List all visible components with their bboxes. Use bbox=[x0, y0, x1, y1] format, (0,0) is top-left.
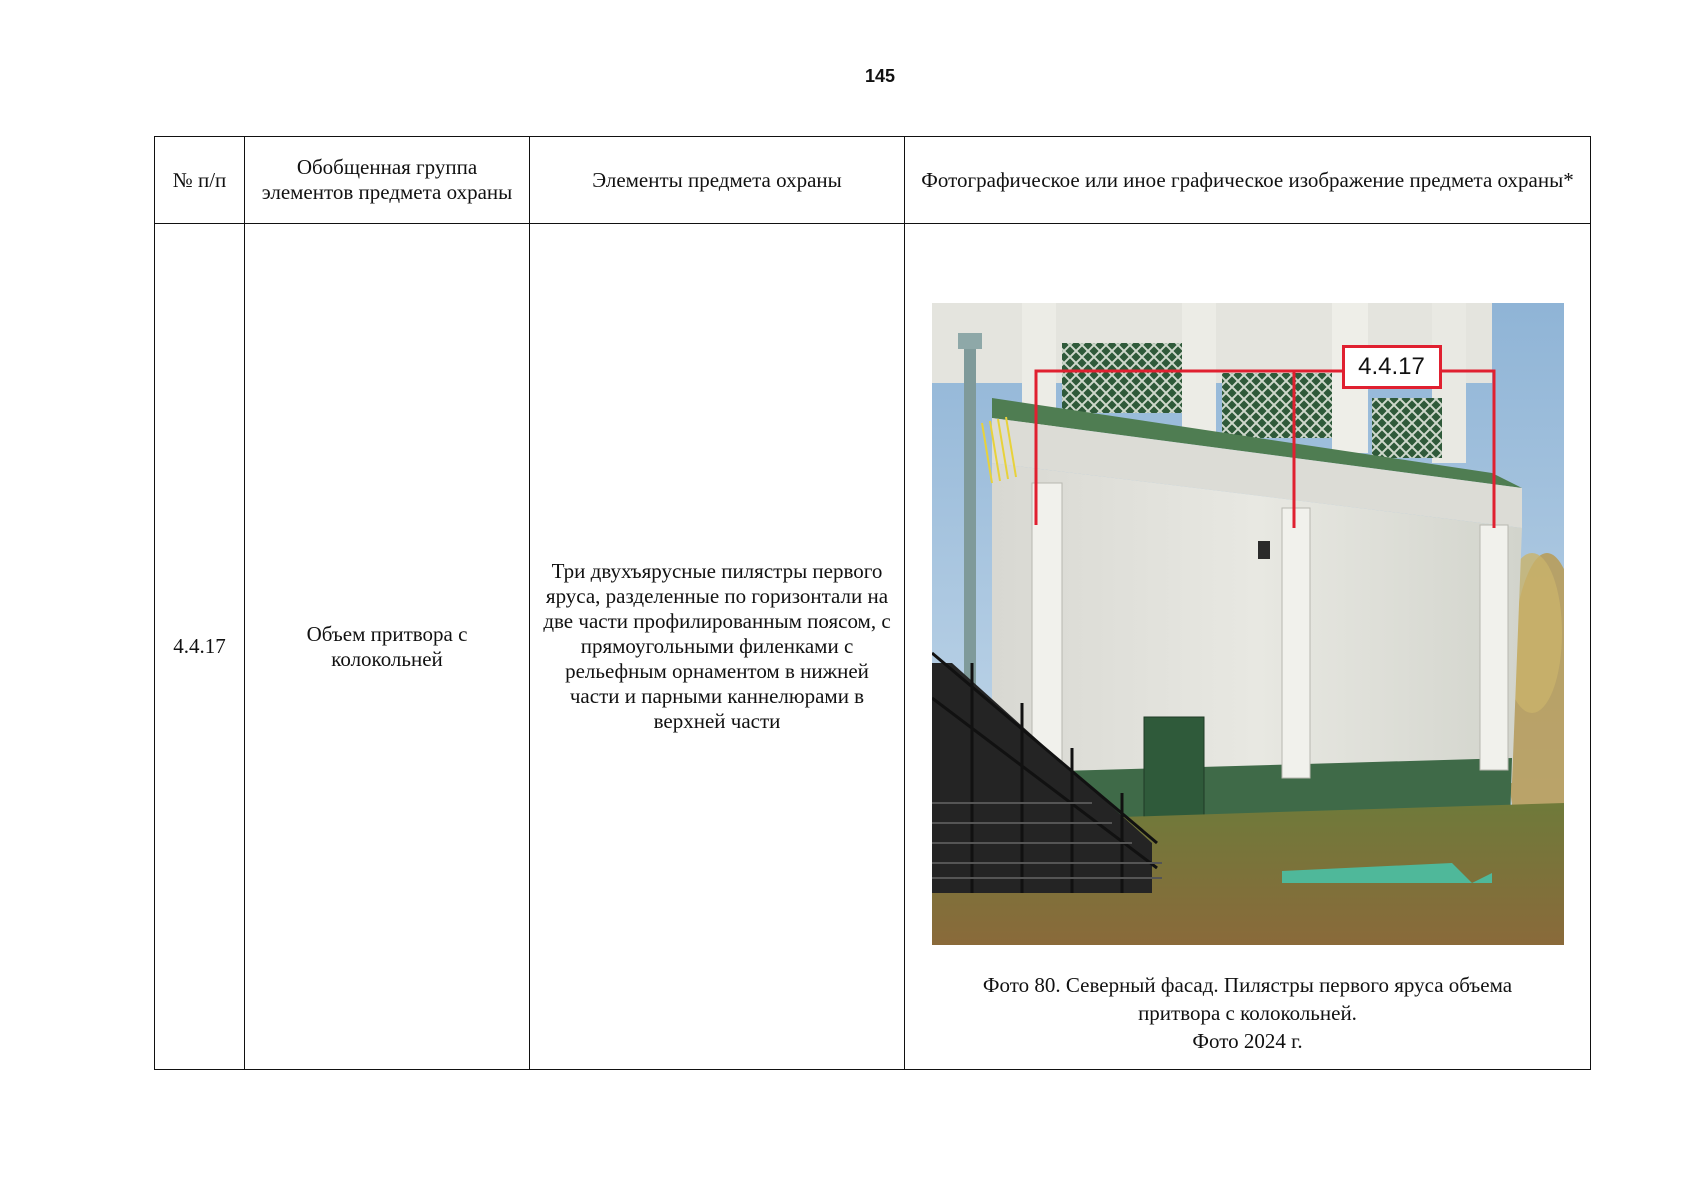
row-group: Объем притвора с колокольней bbox=[245, 224, 530, 1070]
row-elements: Три двухъярусные пилястры первого яруса, разделенные по горизонтали на две части профилированным поясом, с прямоугольными филенками с рельефным орнаментом в нижней части и парными каннелюрами в верхней части bbox=[530, 224, 905, 1070]
table-header-row bbox=[155, 137, 1591, 224]
page-number: 145 bbox=[864, 66, 896, 86]
caption-line: Фото 80. Северный фасад. Пилястры первого яруса объема bbox=[982, 972, 1513, 997]
table-row bbox=[155, 224, 1591, 1070]
row-photo-cell bbox=[905, 224, 1591, 1070]
header-elements: Элементы предмета охраны bbox=[530, 137, 905, 224]
header-number: № п/п bbox=[155, 137, 245, 224]
header-group: Обобщенная группа элементов предмета охраны bbox=[245, 137, 530, 224]
photo-caption bbox=[913, 971, 1582, 1055]
caption-line: Фото 2024 г. bbox=[1192, 1028, 1303, 1053]
row-number: 4.4.17 bbox=[155, 224, 245, 1070]
header-photo: Фотографическое или иное графическое изображение предмета охраны* bbox=[905, 137, 1591, 224]
caption-line: притвора с колокольней. bbox=[1138, 1000, 1357, 1025]
protection-elements-table bbox=[154, 136, 1591, 1070]
photo-annotation-label: 4.4.17 bbox=[1342, 345, 1442, 389]
facade-photo bbox=[932, 303, 1564, 945]
